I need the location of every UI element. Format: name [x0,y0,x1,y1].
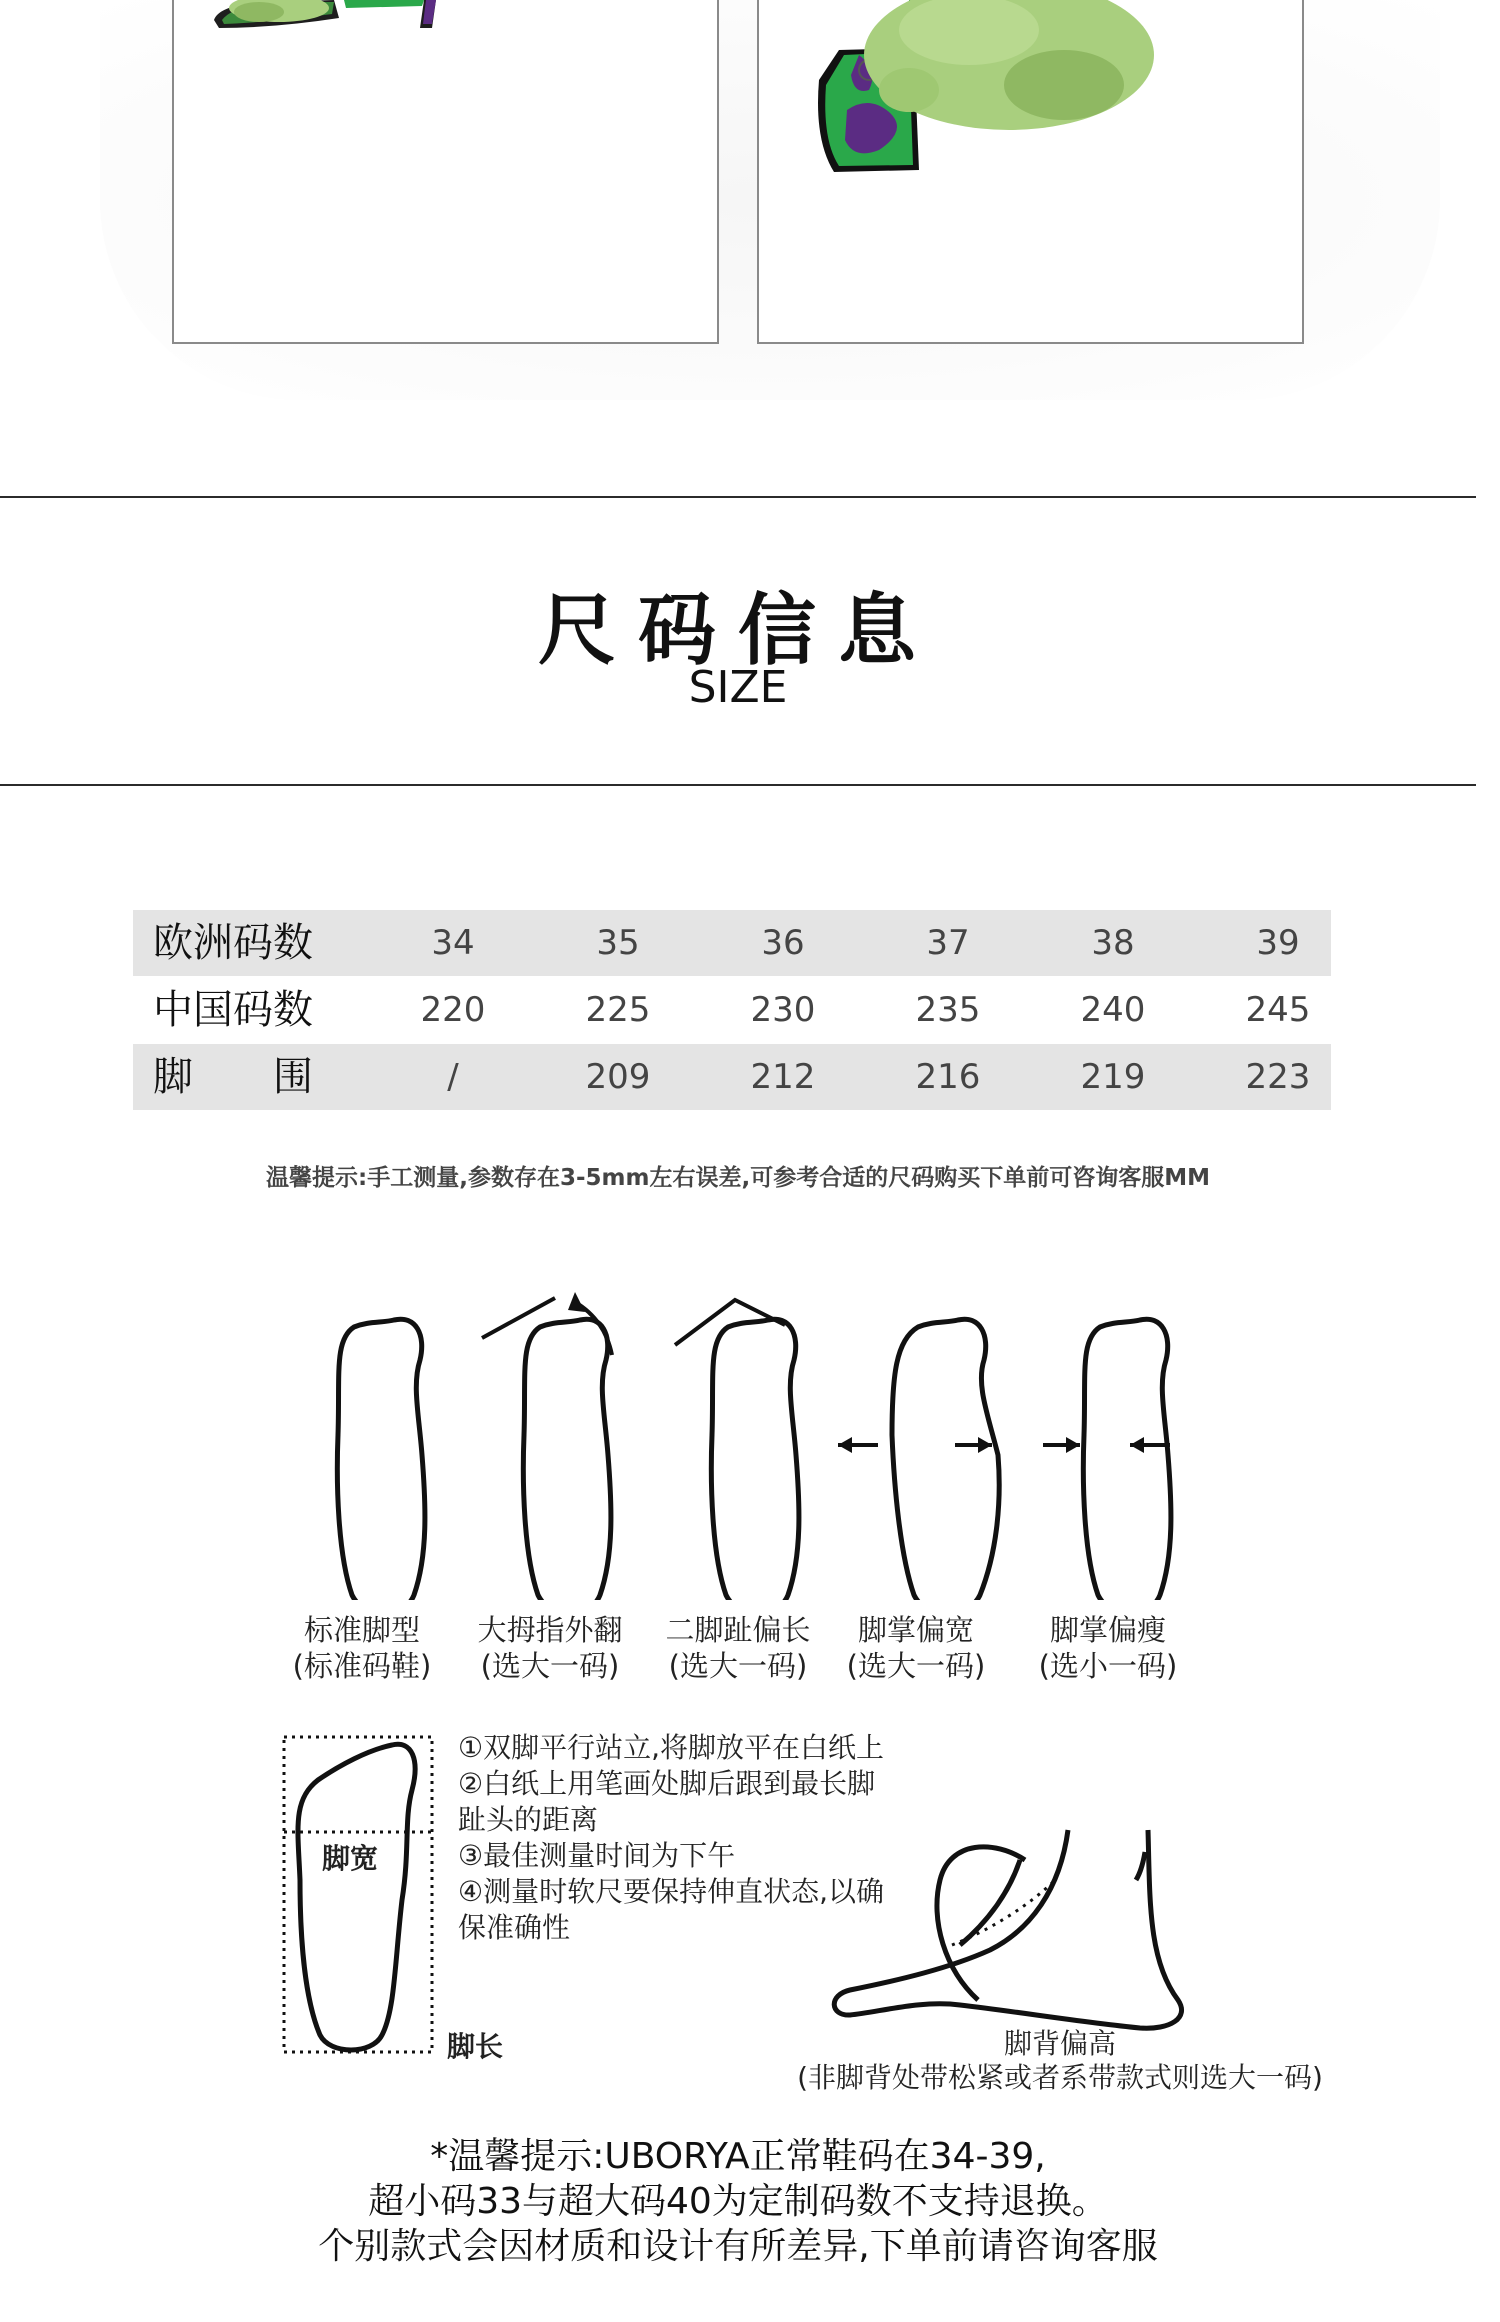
foot-narrow-icon [1043,1319,1171,1600]
size-cell: 39 [1256,923,1300,963]
table-note: 温馨提示:手工测量,参数存在3-5mm左右误差,可参考合适的尺码购买下单前可咨询客服MM [266,1165,1210,1191]
size-cell: 212 [750,1057,816,1097]
size-cell: 240 [1080,990,1146,1030]
instep-caption: 脚背偏高 (非脚背处带松紧或者系带款式则选大一码) [797,2027,1323,2094]
measure-step: ①双脚平行站立,将脚放平在白纸上 [458,1731,885,1764]
table-row-cn [133,977,1331,1043]
divider-bottom [0,784,1476,786]
foot-type-long-toe-label: 二脚趾偏长 (选大一码) [665,1613,811,1683]
row-label: 欧洲码数 [153,920,313,966]
bottom-note-line1: *温馨提示:UBORYA正常鞋码在34-39, [430,2136,1046,2177]
size-cell: 38 [1091,923,1135,963]
measure-step: ③最佳测量时间为下午 [458,1839,736,1872]
size-cell: 220 [420,990,486,1030]
foot-bunion-icon [482,1292,612,1600]
size-cell: 37 [926,923,970,963]
foot-type-narrow-label: 脚掌偏瘦 (选小一码) [1038,1613,1178,1683]
foot-width-label: 脚宽 [322,1842,379,1875]
foot-standard-icon [337,1319,425,1600]
section-subtitle: SIZE [688,662,788,713]
bottom-note-line2: 超小码33与超大码40为定制码数不支持退换。 [368,2181,1108,2222]
divider-top [0,496,1476,498]
row-label: 脚围 [153,1054,393,1100]
section-title: 尺码信息 [537,586,938,676]
measure-steps [458,1730,928,1946]
size-cell: 219 [1080,1057,1146,1097]
foot-type-wide-label: 脚掌偏宽 (选大一码) [846,1613,986,1683]
foot-wide-icon [838,1319,999,1600]
foot-type-standard-label: 标准脚型 (标准码鞋) [292,1613,432,1683]
measure-step: 趾头的距离 [458,1803,599,1836]
size-cell: 245 [1245,990,1311,1030]
product-photo-left [172,0,719,344]
size-cell: 225 [585,990,651,1030]
bottom-note-line3: 个别款式会因材质和设计有所差异,下单前请咨询客服 [318,2226,1158,2267]
sandal-top-view [759,0,1302,342]
measure-step: 保准确性 [458,1911,571,1944]
size-cell: / [447,1057,459,1097]
size-cell: 230 [750,990,816,1030]
size-cell: 223 [1245,1057,1311,1097]
measure-step: ④测量时软尺要保持伸直状态,以确 [458,1875,885,1908]
size-cell: 34 [431,923,475,963]
foot-types-diagram [0,1270,1476,1600]
foot-type-bunion-label: 大拇指外翻 (选大一码) [477,1613,623,1683]
size-cell: 216 [915,1057,981,1097]
measure-step: ②白纸上用笔画处脚后跟到最长脚 [458,1767,876,1800]
product-photo-right [757,0,1304,344]
foot-measure-icon [284,1737,432,2052]
foot-long-toe-icon [675,1300,799,1600]
row-label: 中国码数 [153,987,313,1033]
size-cell: 35 [596,923,640,963]
size-cell: 235 [915,990,981,1030]
size-cell: 36 [761,923,805,963]
size-cell: 209 [585,1057,651,1097]
sandal-side-view [174,0,717,342]
table-row-girth [133,1044,1331,1110]
table-row-eu [133,910,1331,976]
foot-length-label: 脚长 [447,2030,504,2063]
